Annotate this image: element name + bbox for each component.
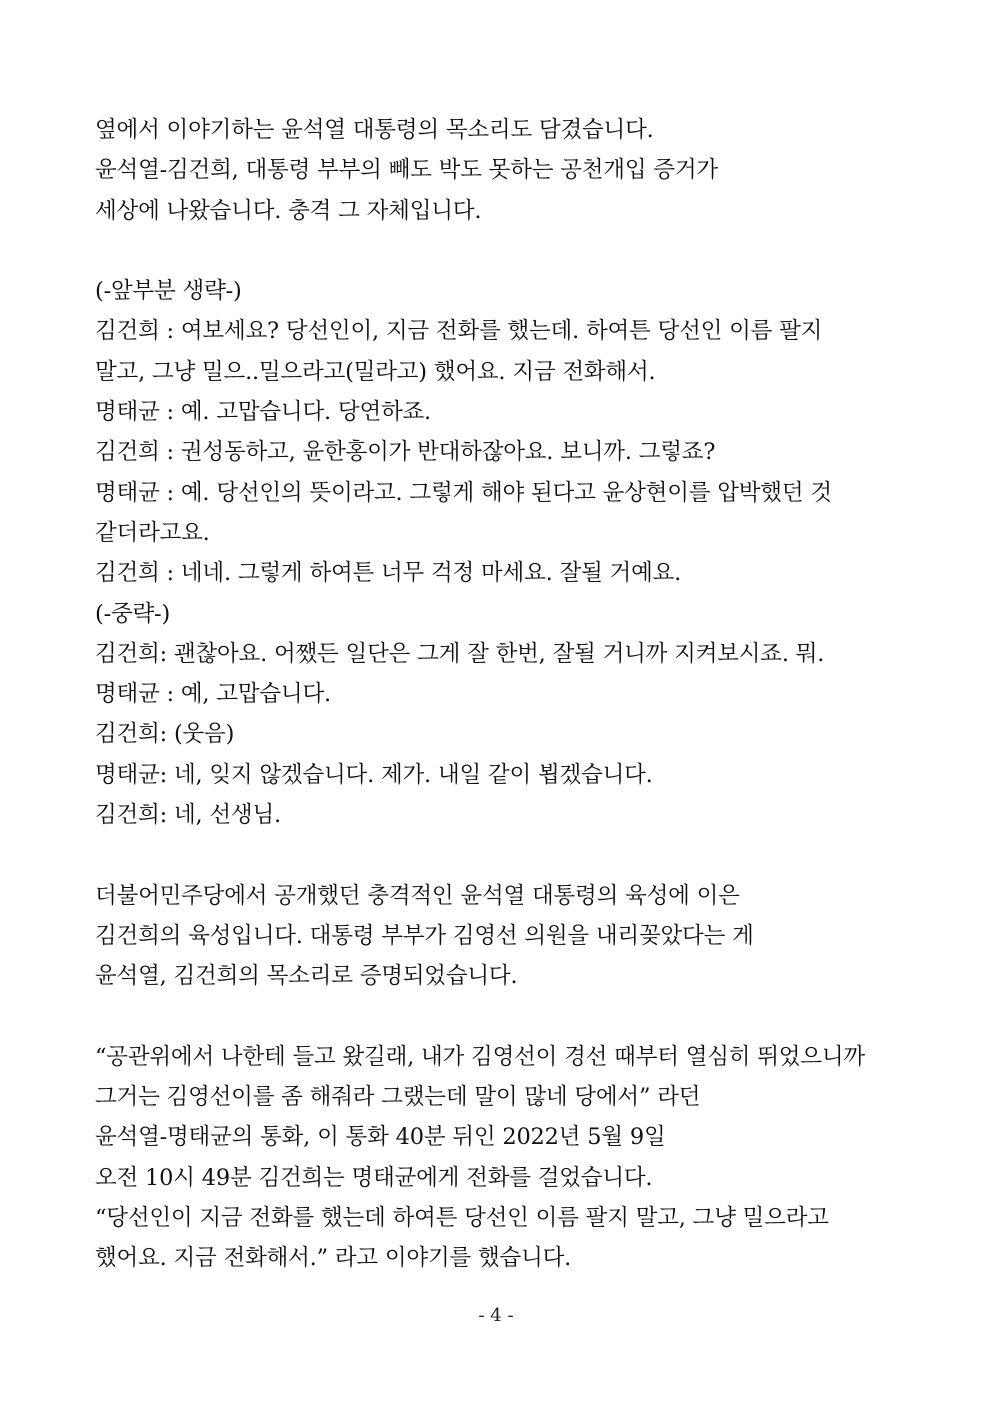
transcript-line: 같더라고요.: [95, 519, 210, 546]
text-line: 세상에 나왔습니다. 충격 그 자체입니다.: [95, 197, 482, 224]
transcript-line: 김건희: (웃음): [95, 721, 235, 748]
transcript-line: 김건희 : 권성동하고, 윤한홍이가 반대하잖아요. 보니까. 그렇죠?: [95, 439, 716, 466]
transcript-line: 김건희 : 여보세요? 당선인이, 지금 전화를 했는데. 하여튼 당선인 이름 팔지: [95, 318, 823, 345]
text-line: 윤석열, 김건희의 목소리로 증명되었습니다.: [95, 963, 518, 990]
paragraph-spacer: [95, 997, 925, 1037]
transcript-line: 명태균 : 예. 고맙습니다. 당연하죠.: [95, 399, 432, 426]
transcript-line: 명태균: 네, 잊지 않겠습니다. 제가. 내일 같이 뵙겠습니다.: [95, 761, 653, 788]
transcript-line: (-앞부분 생략-): [95, 278, 242, 305]
text-line: 김건희의 육성입니다. 대통령 부부가 김영선 의원을 내리꽂았다는 게: [95, 922, 754, 949]
voice-paragraph: [95, 876, 925, 997]
text-line: “공관위에서 나한테 들고 왔길래, 내가 김영선이 경선 때부터 열심히 뛰었으니까: [95, 1043, 865, 1070]
page-number: - 4 -: [478, 1305, 514, 1326]
text-line: 윤석열-명태균의 통화, 이 통화 40분 뒤인 2022년 5월 9일: [95, 1124, 666, 1151]
quote-paragraph: [95, 1037, 925, 1279]
text-line: “당선인이 지금 전화를 했는데 하여튼 당선인 이름 팔지 말고, 그냥 밀으라고: [95, 1205, 829, 1232]
transcript-line: (-중략-): [95, 600, 171, 627]
transcript-line: 명태균 : 예. 당선인의 뜻이라고. 그렇게 해야 된다고 윤상현이를 압박했던 것: [95, 479, 832, 506]
paragraph-spacer: [95, 835, 925, 875]
text-line: 윤석열-김건희, 대통령 부부의 빼도 박도 못하는 공천개입 증거가: [95, 157, 718, 184]
document-body: [95, 110, 925, 1279]
text-line: 옆에서 이야기하는 윤석열 대통령의 목소리도 담겼습니다.: [95, 117, 654, 143]
text-line: 더불어민주당에서 공개했던 충격적인 윤석열 대통령의 육성에 이은: [95, 882, 740, 909]
transcript-block: [95, 271, 925, 835]
text-line: 오전 10시 49분 김건희는 명태균에게 전화를 걸었습니다.: [95, 1164, 653, 1191]
transcript-line: 김건희: 네, 선생님.: [95, 802, 281, 829]
text-line: 했어요. 지금 전화해서.” 라고 이야기를 했습니다.: [95, 1245, 572, 1272]
transcript-line: 명태균 : 예, 고맙습니다.: [95, 681, 331, 708]
text-line: 그거는 김영선이를 좀 해줘라 그랬는데 말이 많네 당에서” 라던: [95, 1084, 701, 1111]
transcript-line: 김건희 : 네네. 그렇게 하여튼 너무 걱정 마세요. 잘될 거예요.: [95, 560, 682, 587]
transcript-line: 말고, 그냥 밀으..밀으라고(밀라고) 했어요. 지금 전화해서.: [95, 358, 656, 385]
transcript-line: 김건희: 괜찮아요. 어쨌든 일단은 그게 잘 한번, 잘될 거니까 지켜보시죠. 뭐.: [95, 640, 825, 667]
intro-paragraph: [95, 110, 925, 231]
paragraph-spacer: [95, 231, 925, 271]
